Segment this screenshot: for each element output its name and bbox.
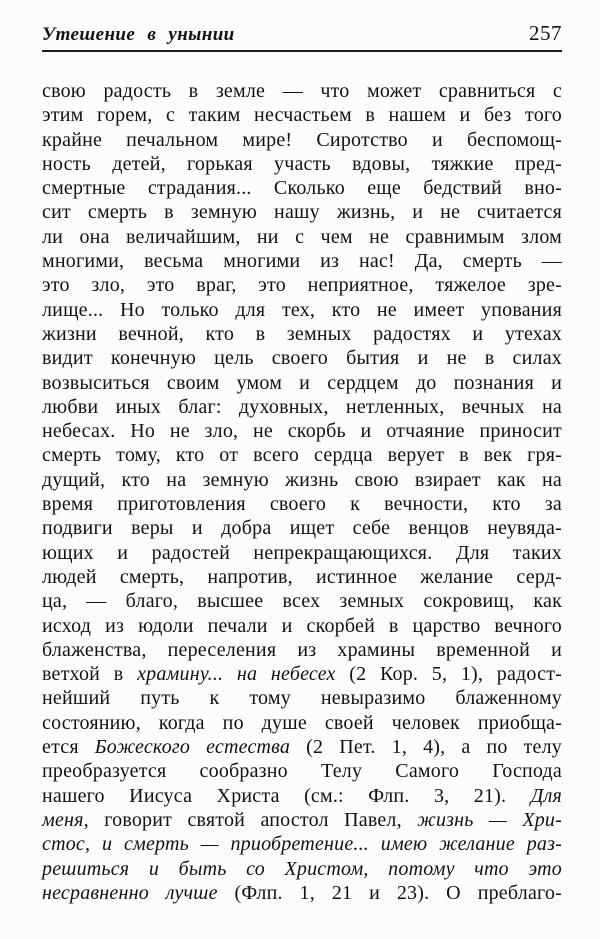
text-line: дущий, кто на земную жизнь свою взирает как на — [42, 468, 562, 491]
text-line: ли она величайшим, ни с чем не сравнимым злом — [42, 225, 562, 248]
text-line: небесах. Но не зло, не скорбь и отчаяние приносит — [42, 420, 562, 443]
text-line: свою радость в земле — что может сравниться с — [42, 80, 562, 102]
header-rule — [42, 50, 562, 52]
text-line: нашего Иисуса Христа (см.: Флп. 3, 21). Для — [42, 784, 562, 807]
text-line: смертные страдания... Сколько еще бедствий вно- — [42, 177, 562, 200]
text-line: многими, весьма многими из нас! Да, смерть — — [42, 250, 562, 273]
text-line: ца, — благо, высшее всех земных сокровищ, как — [42, 590, 562, 613]
text-line: стос, и смерть — приобретение... имею желание раз- — [42, 833, 562, 856]
text-line: этим горем, с таким несчастьем в нашем и без того — [42, 104, 562, 127]
text-line: время приготовления своего к вечности, кто за — [42, 493, 562, 516]
text-line: нейший путь к тому невыразимо блаженному — [42, 687, 562, 710]
text-line: людей смерть, напротив, истинное желание серд- — [42, 565, 562, 588]
text-line: исход из юдоли печали и скорбей в царство вечного — [42, 614, 562, 637]
text-line: несравненно лучше (Флп. 1, 21 и 23). О преблаго- — [42, 881, 562, 904]
text-line: сит смерть в земную нашу жизнь, и не считается — [42, 201, 562, 224]
text-line: смерть тому, кто от всего сердца верует в век гря- — [42, 444, 562, 467]
text-line: ветхой в храмину... на небесех (2 Кор. 5, 1), радост- — [42, 663, 563, 686]
text-line: любви иных благ: духовных, нетленных, вечных на — [42, 395, 562, 418]
running-title: Утешение в унынии — [42, 24, 235, 45]
text-line: решиться и быть со Христом, потому что это — [42, 857, 562, 880]
text-line: это зло, это враг, это неприятное, тяжелое зре- — [42, 274, 562, 297]
text-line: возвыситься своим умом и сердцем до познания и — [42, 371, 562, 394]
text-line: ется Божеского естества (2 Пет. 1, 4), а по телу — [42, 736, 562, 759]
body-text — [42, 79, 562, 905]
text-line: лище... Но только для тех, кто не имеет упования — [42, 298, 562, 321]
text-line: состоянию, когда по душе своей человек приобща- — [42, 711, 562, 734]
text-line: ющих и радостей непрекращающихся. Для таких — [42, 541, 562, 564]
text-line: подвиги веры и добра ищет себе венцов неувяда- — [42, 517, 562, 540]
text-line: меня, говорит святой апостол Павел, жизнь — Хри- — [42, 808, 562, 831]
page-number: 257 — [529, 21, 562, 45]
text-line: жизни вечной, кто в земных радостях и утехах — [42, 322, 562, 345]
text-line: преобразуется сообразно Телу Самого Господа — [42, 760, 562, 783]
page-header — [42, 21, 562, 46]
text-line: ность детей, горькая участь вдовы, тяжкие пред- — [42, 152, 562, 175]
text-line: блаженства, переселения из храмины временной и — [42, 638, 562, 661]
text-line: крайне печальном мире! Сиротство и беспомощ- — [42, 128, 562, 151]
text-line: видит конечную цель своего бытия и не в силах — [42, 347, 562, 370]
